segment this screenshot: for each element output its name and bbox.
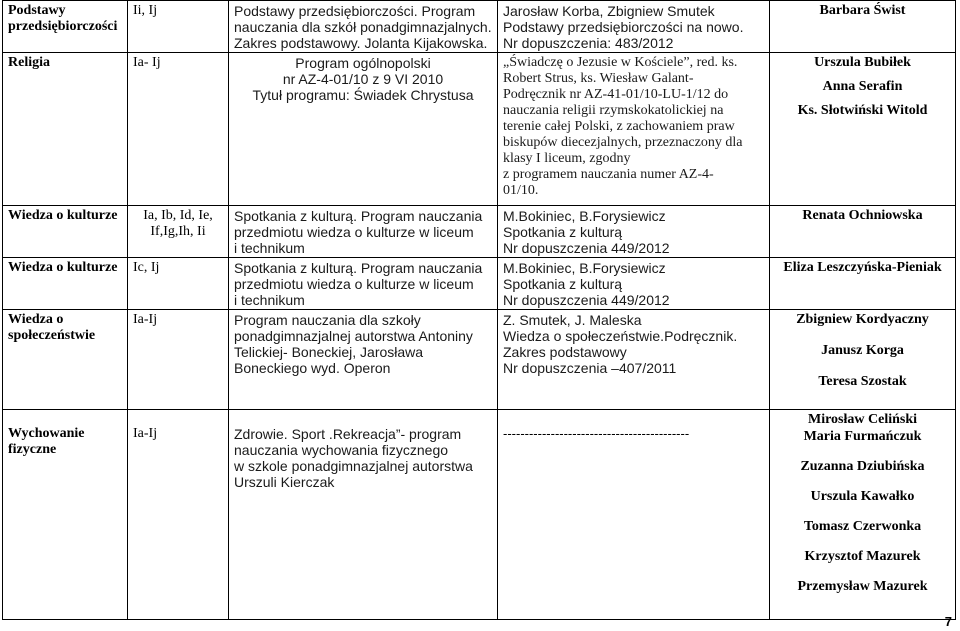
classes-cell (128, 53, 229, 206)
classes-line: Ia-Ij (133, 426, 158, 441)
textbook-line: Nr dopuszczenia 449/2012 (503, 240, 670, 256)
program-line: Telickiej- Boneckiej, Jarosława (234, 344, 424, 360)
textbook-line: M.Bokiniec, B.Forysiewicz (503, 208, 666, 224)
textbook-line: Spotkania z kulturą (503, 224, 623, 240)
program-line: nr AZ-4-01/10 z 9 VI 2010 (282, 71, 444, 87)
program-cell (229, 53, 498, 206)
table-row (3, 410, 956, 620)
textbook-line: Nr dopuszczenia –407/2011 (503, 360, 677, 376)
teacher-name: Teresa Szostak (818, 374, 907, 389)
program-line: Zdrowie. Sport .Rekreacja”- program (234, 426, 462, 442)
teacher-name: Ks. Słotwiński Witold (797, 103, 928, 118)
classes-line: Ia, Ib, Id, Ie, (143, 208, 213, 223)
program-line: Spotkania z kulturą. Program nauczania (234, 208, 483, 224)
page-number: 7 (944, 614, 952, 629)
textbook-line: biskupów diecezjalnych, przeznaczony dla (503, 135, 743, 150)
program-line: w szkole ponadgimnazjalnej autorstwa (234, 458, 473, 474)
textbook-cell (498, 258, 770, 310)
textbook-line: klasy I liceum, zgodny (503, 151, 631, 166)
subject-line: Wiedza o kulturze (8, 260, 118, 275)
subject-line: Wiedza o (8, 312, 64, 327)
teachers-cell (770, 53, 956, 206)
textbook-line: z programem nauczania numer AZ-4- (503, 167, 714, 182)
table-row (3, 258, 956, 310)
subject-line: Wychowanie (8, 426, 85, 441)
teacher-name: Mirosław Celiński (807, 412, 918, 427)
program-line: Podstawy przedsiębiorczości. Program (234, 3, 476, 19)
textbook-cell (498, 1, 770, 53)
curriculum-table (2, 0, 956, 620)
textbook-line: M.Bokiniec, B.Forysiewicz (503, 260, 666, 276)
table-row (3, 53, 956, 206)
program-line: przedmiotu wiedza o kulturze w liceum (234, 276, 474, 292)
classes-line: Ia- Ij (133, 55, 161, 70)
program-line: przedmiotu wiedza o kulturze w liceum (234, 224, 474, 240)
textbook-line: Z. Smutek, J. Maleska (503, 312, 642, 328)
table-row (3, 206, 956, 258)
program-line: nauczania wychowania fizycznego (234, 442, 449, 458)
classes-line: Ii, Ij (133, 3, 158, 18)
textbook-cell (498, 310, 770, 410)
empty-placeholder-dashes: ------------------------------------------- (503, 426, 690, 441)
teacher-name: Renata Ochniowska (802, 208, 923, 223)
program-line: i technikum (234, 240, 305, 256)
classes-cell (128, 206, 229, 258)
program-line: Program nauczania dla szkoły (234, 312, 421, 328)
textbook-cell (498, 206, 770, 258)
program-cell (229, 410, 498, 620)
textbook-line: Podręcznik nr AZ-41-01/10-LU-1/12 do (503, 87, 729, 102)
subject-cell (3, 206, 128, 258)
classes-cell (128, 310, 229, 410)
textbook-line: Robert Strus, ks. Wiesław Galant- (503, 71, 694, 86)
subject-line: fizyczne (8, 442, 57, 457)
teachers-cell (770, 206, 956, 258)
subject-line: przedsiębiorczości (8, 19, 118, 34)
teachers-cell (770, 258, 956, 310)
table-row (3, 310, 956, 410)
program-line: i technikum (234, 292, 305, 308)
program-line: Urszuli Kierczak (234, 474, 335, 490)
teacher-name: Zbigniew Kordyaczny (796, 312, 929, 327)
textbook-line: Nr dopuszczenia: 483/2012 (503, 35, 674, 51)
program-cell (229, 258, 498, 310)
program-cell (229, 206, 498, 258)
teacher-name: Barbara Świst (819, 3, 906, 18)
classes-line: If,Ig,Ih, Ii (150, 224, 206, 239)
subject-line: społeczeństwie (8, 328, 96, 343)
program-cell (229, 1, 498, 53)
classes-line: Ia-Ij (133, 312, 158, 327)
textbook-line: Jarosław Korba, Zbigniew Smutek (503, 3, 715, 19)
subject-line: Religia (8, 55, 50, 70)
classes-cell (128, 410, 229, 620)
teacher-name: Urszula Bubiłek (814, 55, 911, 70)
program-line: Program ogólnopolski (295, 55, 431, 71)
program-line: Zakres podstawowy. Jolanta Kijakowska. (234, 35, 488, 51)
subject-cell (3, 53, 128, 206)
program-line: Spotkania z kulturą. Program nauczania (234, 260, 483, 276)
teacher-name: Przemysław Mazurek (797, 579, 928, 594)
teacher-name: Urszula Kawałko (810, 489, 915, 504)
teachers-cell (770, 310, 956, 410)
program-line: ponadgimnazjalnej autorstwa Antoniny (234, 328, 473, 344)
table-row (3, 1, 956, 53)
teacher-name: Janusz Korga (821, 343, 904, 358)
teacher-name: Krzysztof Mazurek (804, 549, 921, 564)
textbook-line: „Świadczę o Jezusie w Kościele”, red. ks. (503, 55, 738, 70)
textbook-line: Zakres podstawowy (503, 344, 627, 360)
teacher-name: Zuzanna Dziubińska (800, 459, 925, 474)
subject-line: Podstawy (8, 3, 66, 18)
teachers-cell (770, 410, 956, 620)
subject-line: Wiedza o kulturze (8, 208, 118, 223)
teachers-cell (770, 1, 956, 53)
teacher-name: Maria Furmańczuk (803, 429, 922, 444)
textbook-line: 01/10. (503, 183, 539, 198)
textbook-line: Spotkania z kulturą (503, 276, 623, 292)
program-cell (229, 310, 498, 410)
teacher-name: Tomasz Czerwonka (803, 519, 922, 534)
textbook-line: nauczania religii rzymskokatolickiej na (503, 103, 724, 118)
classes-line: Ic, Ij (133, 260, 160, 275)
textbook-line: Nr dopuszczenia 449/2012 (503, 292, 670, 308)
program-line: Tytuł programu: Świadek Chrystusa (252, 87, 474, 103)
teacher-name: Eliza Leszczyńska-Pieniak (783, 260, 942, 275)
program-line: Boneckiego wyd. Operon (234, 360, 391, 376)
textbook-cell (498, 410, 770, 620)
subject-cell (3, 1, 128, 53)
subject-cell (3, 310, 128, 410)
classes-cell (128, 1, 229, 53)
program-line: nauczania dla szkół ponadgimnazjalnych. (234, 19, 492, 35)
textbook-line: terenie całej Polski, z zachowaniem praw (503, 119, 735, 134)
classes-cell (128, 258, 229, 310)
subject-cell (3, 258, 128, 310)
textbook-line: Wiedza o społeczeństwie.Podręcznik. (503, 328, 738, 344)
teacher-name: Anna Serafin (822, 79, 903, 94)
textbook-line: Podstawy przedsiębiorczości na nowo. (503, 19, 744, 35)
subject-cell (3, 410, 128, 620)
textbook-cell (498, 53, 770, 206)
